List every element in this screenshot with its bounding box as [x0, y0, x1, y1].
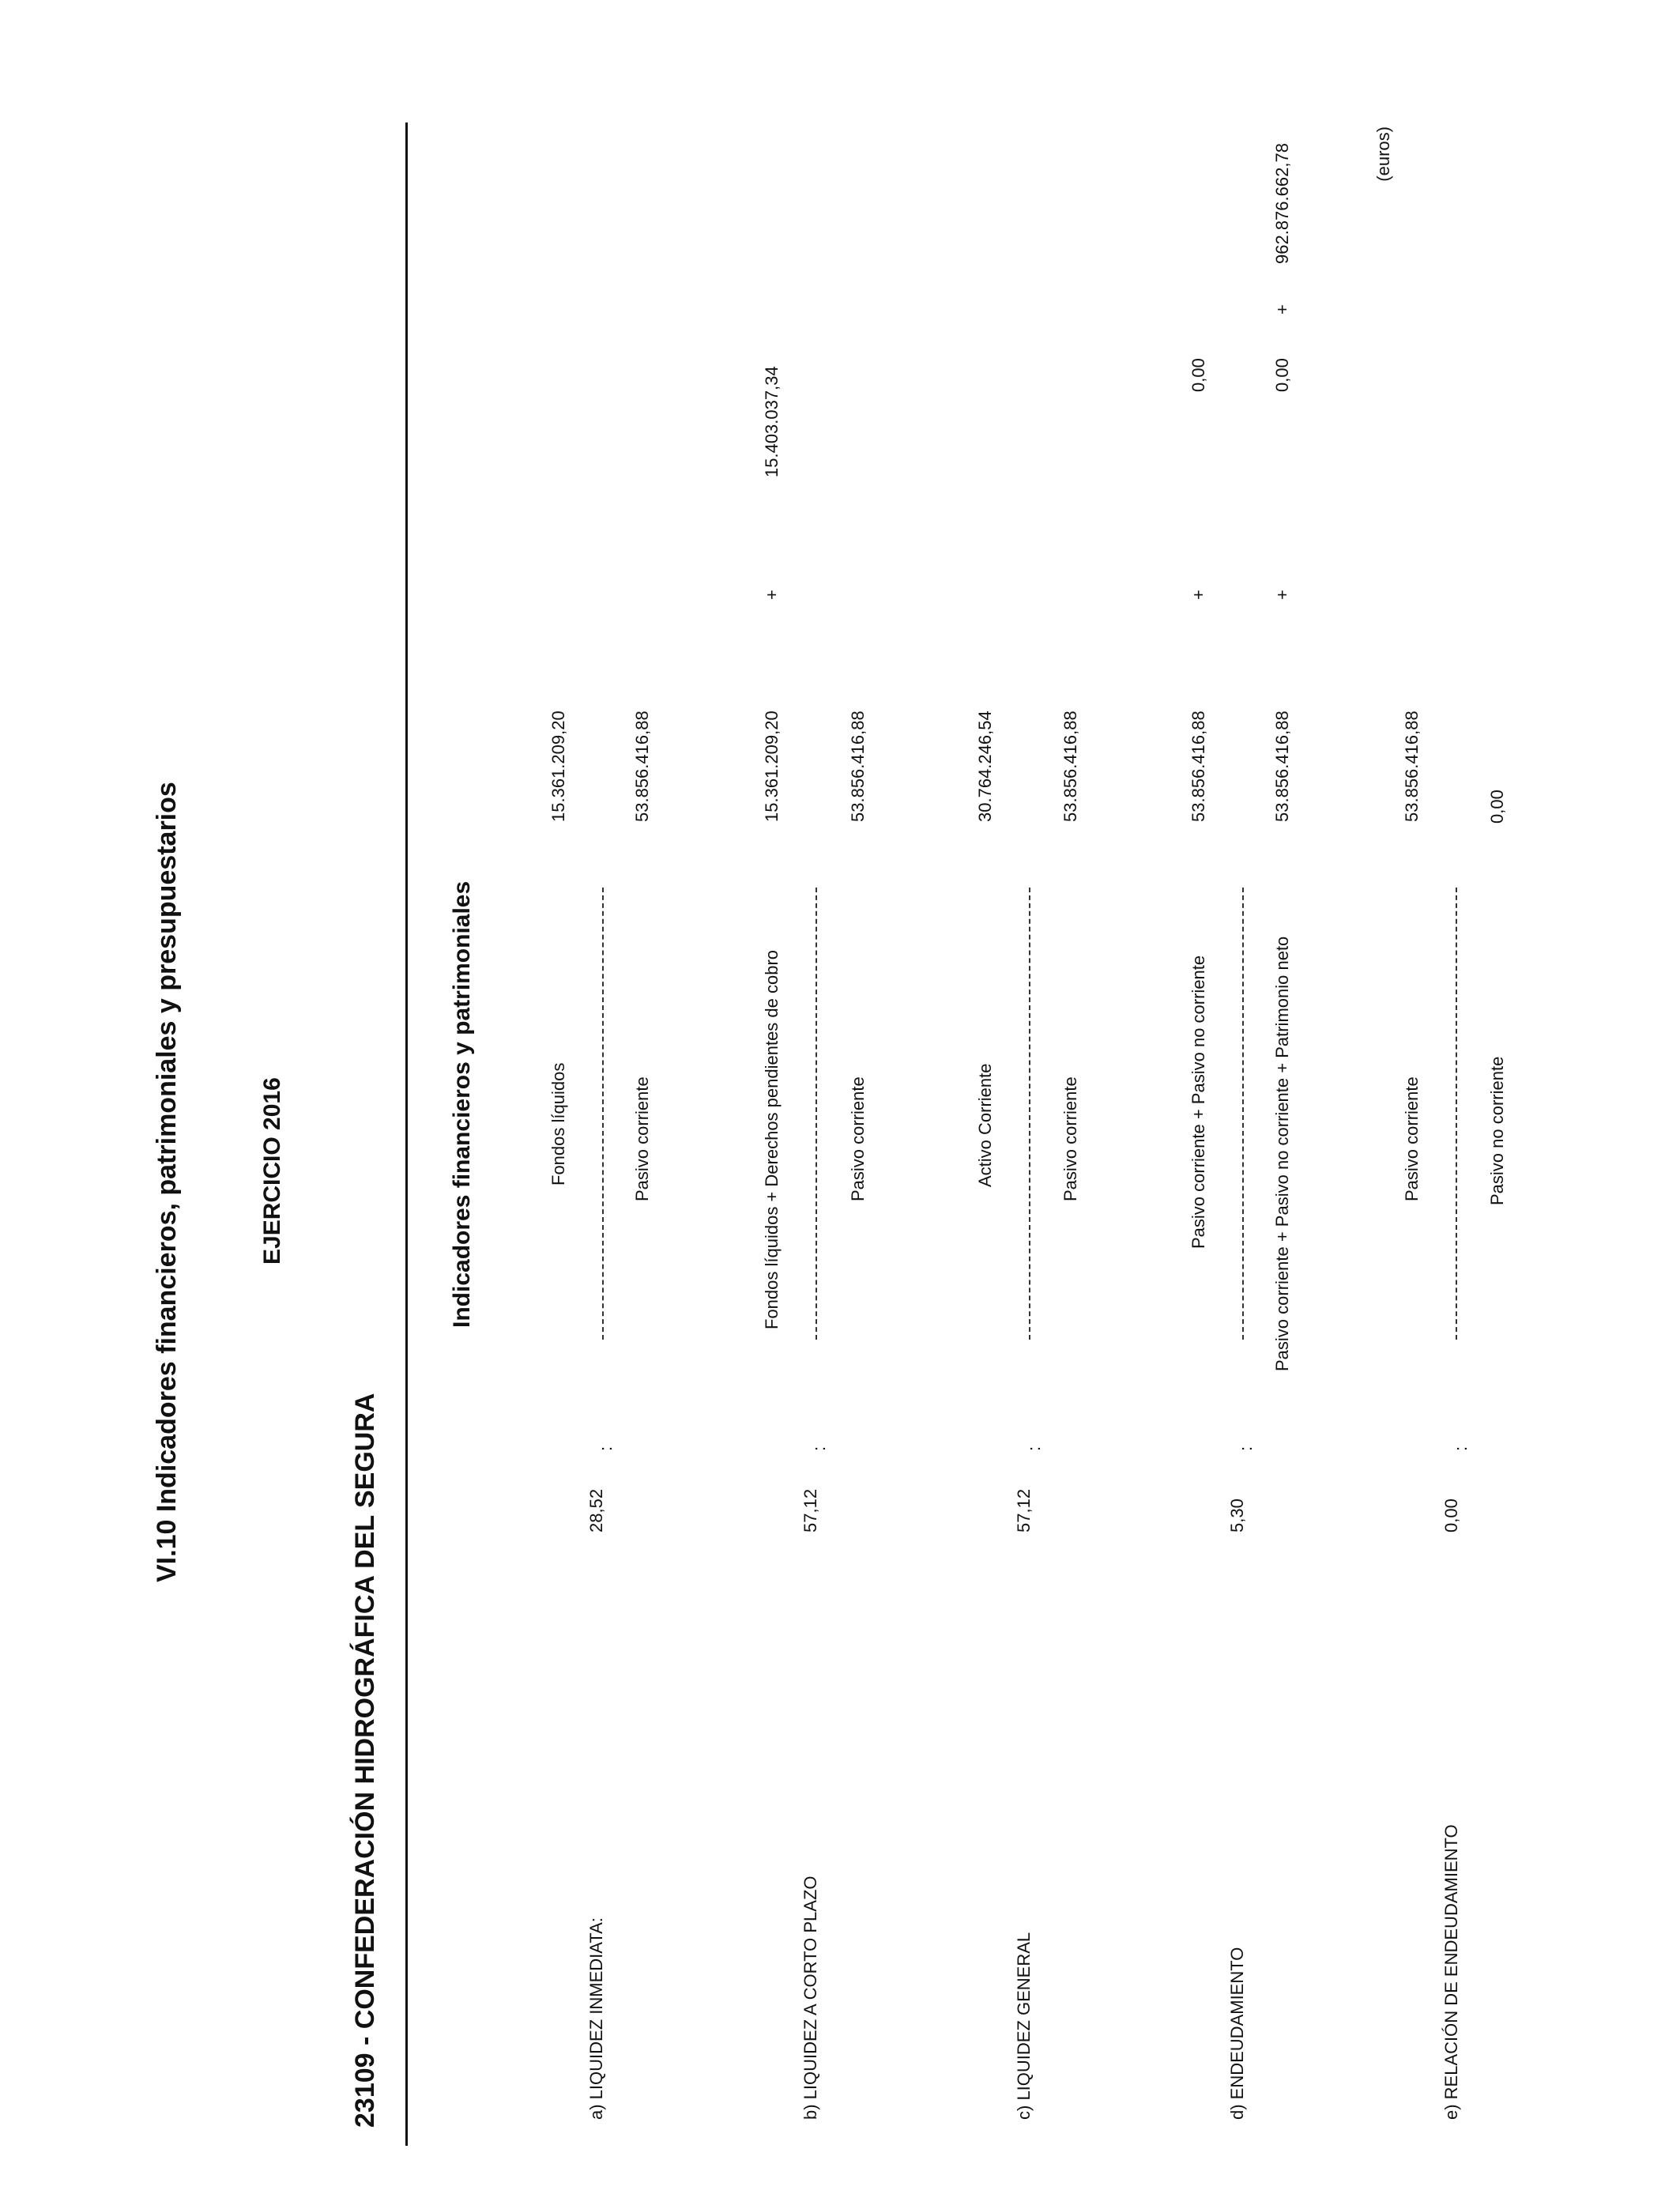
- indicator-d-label: d) ENDEUDAMIENTO: [1227, 1947, 1247, 2120]
- indicator-b-numerator-value: 15.361.209,20: [762, 711, 782, 822]
- indicator-e-value: 0,00: [1441, 1498, 1461, 1532]
- indicator-d-numerator-plus: +: [1188, 590, 1208, 600]
- indicator-c-numerator-label: Activo Corriente: [975, 1063, 995, 1187]
- indicator-a-denominator-label: Pasivo corriente: [632, 1076, 652, 1201]
- indicator-e-fraction-line: [1456, 888, 1457, 1340]
- indicator-c-denominator-value: 53.856.416,88: [1060, 711, 1080, 822]
- indicator-e-denominator-value: 0,00: [1487, 790, 1507, 824]
- indicator-d-denominator-label: Pasivo corriente + Pasivo no corriente + Patrimonio neto: [1272, 936, 1292, 1371]
- indicator-b-numerator-plus: +: [762, 590, 782, 600]
- indicator-a-numerator-value: 15.361.209,20: [548, 711, 568, 822]
- indicator-d-fraction-line: [1242, 888, 1244, 1340]
- indicator-b-fraction-line: [816, 888, 817, 1340]
- ejercicio-label: EJERCICIO 2016: [259, 1077, 285, 1265]
- indicator-a-label: a) LIQUIDEZ INMEDIATA:: [586, 1917, 606, 2120]
- indicator-c-value: 57,12: [1014, 1488, 1034, 1532]
- indicator-a-denominator-value: 53.856.416,88: [632, 711, 652, 822]
- indicator-d-denominator-value-2: 0,00: [1272, 358, 1292, 392]
- indicator-d-numerator-value: 53.856.416,88: [1188, 711, 1208, 822]
- indicator-d-numerator-value-2: 0,00: [1188, 358, 1208, 392]
- indicator-d-denominator-value: 53.856.416,88: [1272, 711, 1292, 822]
- indicator-c-denominator-label: Pasivo corriente: [1060, 1076, 1080, 1201]
- indicator-e-numerator-value: 53.856.416,88: [1402, 711, 1422, 822]
- indicator-c-numerator-value: 30.764.246,54: [975, 711, 995, 822]
- indicator-d-denominator-plus-1: +: [1272, 590, 1292, 600]
- header-divider: [405, 123, 408, 2146]
- indicator-c-fraction-line: [1029, 888, 1030, 1340]
- indicator-b-numerator-value-2: 15.403.037,34: [762, 366, 782, 477]
- currency-label: (euros): [1373, 126, 1393, 182]
- indicator-c-colon: :: [1024, 1446, 1044, 1451]
- indicator-d-colon: :: [1236, 1446, 1256, 1451]
- indicator-b-value: 57,12: [800, 1488, 820, 1532]
- indicator-d-numerator-label: Pasivo corriente + Pasivo no corriente: [1188, 955, 1208, 1249]
- indicator-e-label: e) RELACIÓN DE ENDEUDAMIENTO: [1441, 1824, 1461, 2120]
- indicator-b-denominator-value: 53.856.416,88: [848, 711, 868, 822]
- indicator-b-label: b) LIQUIDEZ A CORTO PLAZO: [800, 1875, 820, 2120]
- indicator-e-denominator-label: Pasivo no corriente: [1487, 1056, 1507, 1205]
- indicator-d-value: 5,30: [1227, 1498, 1247, 1532]
- indicator-a-value: 28,52: [586, 1488, 606, 1532]
- indicator-e-colon: :: [1451, 1446, 1471, 1451]
- indicator-d-denominator-value-3: 962.876.662,78: [1272, 143, 1292, 264]
- indicator-b-numerator-label: Fondos líquidos + Derechos pendientes de cobro: [762, 949, 782, 1329]
- entity-name: 23109 - CONFEDERACIÓN HIDROGRÁFICA DEL SEGURA: [350, 1393, 380, 2128]
- indicator-d-denominator-plus-2: +: [1272, 304, 1292, 315]
- indicator-e-numerator-label: Pasivo corriente: [1402, 1076, 1422, 1201]
- indicator-a-colon: :: [596, 1446, 616, 1451]
- indicator-b-denominator-label: Pasivo corriente: [848, 1076, 868, 1201]
- page-title: VI.10 Indicadores financieros, patrimoniales y presupuestarios: [152, 782, 182, 1582]
- indicator-a-numerator-label: Fondos líquidos: [548, 1062, 568, 1186]
- indicator-b-colon: :: [809, 1446, 829, 1451]
- indicator-c-label: c) LIQUIDEZ GENERAL: [1014, 1932, 1034, 2120]
- indicator-a-fraction-line: [602, 888, 604, 1340]
- section-title: Indicadores financieros y patrimoniales: [449, 880, 475, 1328]
